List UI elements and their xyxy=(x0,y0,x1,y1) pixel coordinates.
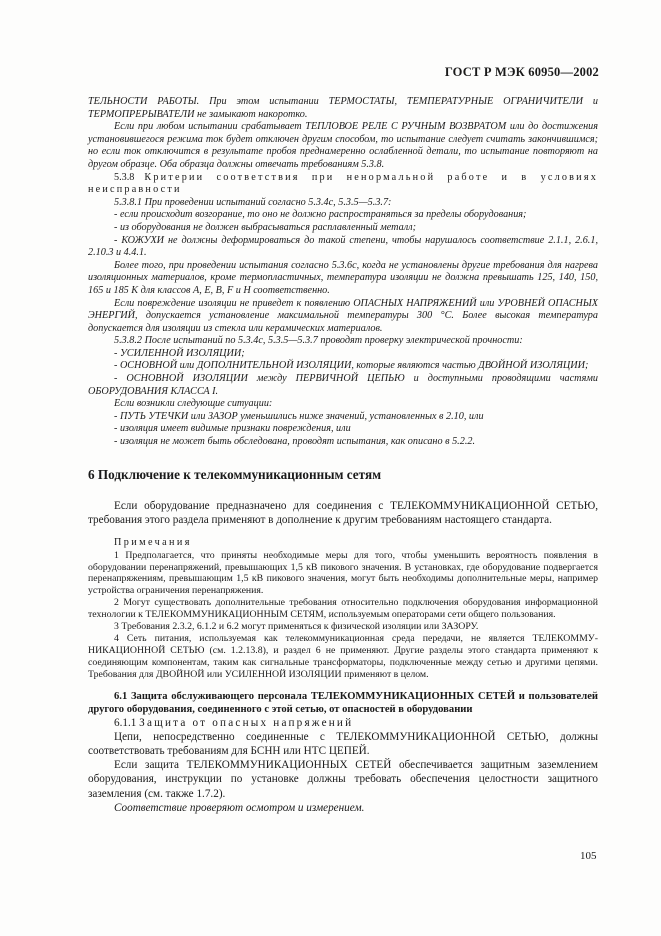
paragraph: ТЕЛЬНОСТИ РАБОТЫ. При этом испытании ТЕРМОСТАТЫ, ТЕМПЕРАТУРНЫЕ ОГРАНИЧИТЕЛИ и ТЕРМОПРЕРЫВАТЕЛИ не замыкают накоротко. xyxy=(88,96,598,120)
list-item: - изоляция не может быть обследована, проводят испытания, как описано в 5.2.2. xyxy=(114,436,476,448)
list-item: - из оборудования не должен выбрасываться расплавленный металл; xyxy=(114,221,416,233)
standard-header: ГОСТ Р МЭК 60950—2002 xyxy=(444,65,599,79)
paragraph: Соответствие проверяют осмотром и измерением. xyxy=(114,801,365,814)
note-item: 2 Могут существовать дополнительные требования относительно подключения оборудования информационной технологии к ТЕЛЕКОММУНИКАЦИОННЫМ СЕТЯМ, используемым операторами сети общего пользования. xyxy=(88,597,598,621)
list-item: - если происходит возгорание, то оно не должно распространяться за пределы оборудования; xyxy=(114,209,527,221)
paragraph: Если повреждение изоляции не приведет к появлению ОПАСНЫХ НАПРЯЖЕНИЙ или УРОВНЕЙ ОПАСНЫХ ЭНЕРГИЙ, допускается установление максимальной температуры 300 °С. Более высокая температура допускается для изоляции из стекла или керамических материалов. xyxy=(88,297,598,334)
list-item: - УСИЛЕННОЙ ИЗОЛЯЦИИ; xyxy=(114,347,245,359)
clause-title: Критерии соответствия при ненормальной работе и в условиях неисправности xyxy=(88,171,599,196)
note-item: 1 Предполагается, что приняты необходимые меры для того, чтобы уменьшить вероятность появления в оборудовании перенапряжений, превышающих 1,5 кВ пикового значения. В установках, где оборудование подвергается перенапряжениям, превышающим 1,5 кВ пикового значения, могут быть необходимы дополнительные меры, например устройства ограничения перенапряжения. xyxy=(88,549,598,597)
clause-number: 5.3.8 xyxy=(114,171,135,183)
page-content xyxy=(88,96,598,815)
clause-number: 6.1.1 xyxy=(114,716,137,729)
list-item: - ОСНОВНОЙ или ДОПОЛНИТЕЛЬНОЙ ИЗОЛЯЦИИ, которые являются частью ДВОЙНОЙ ИЗОЛЯЦИИ; xyxy=(114,360,589,372)
clause-5-3-8-2: 5.3.8.2 После испытаний по 5.3.4c, 5.3.5—5.3.7 проводят проверку электрической прочности: xyxy=(114,335,523,347)
paragraph: Если возникли следующие ситуации: xyxy=(114,398,273,410)
clause-title: Защита от опасных напряжений xyxy=(139,716,354,729)
note-item: 4 Сеть питания, используемая как телекоммуникационная среда передачи, не является ТЕЛЕКОММУНИКАЦИОННОЙ СЕТЬЮ (см. 1.2.13.8), и раздел 6 не применяют. Другие разделы этого стандарта применяют к соединяющим компонентам, таким как сигнальные трансформаторы, подключенные между сетью и другими цепями. Требования для ДВОЙНОЙ или УСИЛЕННОЙ ИЗОЛЯЦИИ применяют в целом. xyxy=(88,632,598,680)
list-item: - КОЖУХИ не должны деформироваться до такой степени, чтобы нарушалось соответствие 2.1.1, 2.6.1, 2.10.3 и 4.4.1. xyxy=(88,234,598,259)
page-number: 105 xyxy=(580,850,597,862)
list-item: - ОСНОВНОЙ ИЗОЛЯЦИИ между ПЕРВИЧНОЙ ЦЕПЬЮ и доступными проводящими частями ОБОРУДОВАНИЯ КЛАССА I. xyxy=(88,373,598,397)
clause-6-1-1-heading xyxy=(88,716,598,730)
paragraph: Если при любом испытании срабатывает ТЕПЛОВОЕ РЕЛЕ С РУЧНЫМ ВОЗВРАТОМ или до достижения установившегося режима ток будет отключен другим способом, то испытание следует считать закончившимся; но если ток отключится в результате пробоя преднамеренно ослабленной детали, то испытание повторяют на другом образце. Оба образца должны отвечать требованиям 5.3.8. xyxy=(88,121,598,170)
clause-5-3-8-1: 5.3.8.1 При проведении испытаний согласно 5.3.4c, 5.3.5—5.3.7: xyxy=(114,196,392,208)
notes-title: Примечания xyxy=(114,537,192,549)
paragraph: Если оборудование предназначено для соединения с ТЕЛЕКОММУНИКАЦИОННОЙ СЕТЬЮ, требования этого раздела применяют в дополнение к другим требованиям настоящего стандарта. xyxy=(88,499,598,526)
paragraph: Цепи, непосредственно соединенные с ТЕЛЕКОММУНИКАЦИОННОЙ СЕТЬЮ, должны соответствовать требованиям для БСНН или НТС ЦЕПЕЙ. xyxy=(88,730,598,757)
clause-5-3-8-heading xyxy=(88,172,598,197)
clause-6-1-heading: 6.1 Защита обслуживающего персонала ТЕЛЕКОММУНИКАЦИОННЫХ СЕТЕЙ и пользователей другого оборудования, соединенного с этой сетью, от опасностей в оборудовании xyxy=(88,690,598,715)
note-item: 3 Требования 2.3.2, 6.1.2 и 6.2 могут применяться к физической изоляции или ЗАЗОРУ. xyxy=(114,621,479,633)
section-6-heading: 6 Подключение к телекоммуникационным сетям xyxy=(88,466,382,482)
paragraph: Если защита ТЕЛЕКОММУНИКАЦИОННЫХ СЕТЕЙ обеспечивается защитным заземлением оборудования, инструкции по установке должны требовать обеспечения целостности защитного заземления (см. также 1.7.2). xyxy=(88,759,598,800)
list-item: - ПУТЬ УТЕЧКИ или ЗАЗОР уменьшились ниже значений, установленных в 2.10, или xyxy=(114,410,484,422)
list-item: - изоляция имеет видимые признаки повреждения, или xyxy=(114,423,351,435)
paragraph: Более того, при проведении испытания согласно 5.3.6c, когда не установлены другие требования для нагрева изоляционных материалов, кроме термопластичных, температура изоляции не должна превышать 125, 140, 150, 165 и 185 K для классов A, E, B, F и H соответственно. xyxy=(88,259,598,296)
